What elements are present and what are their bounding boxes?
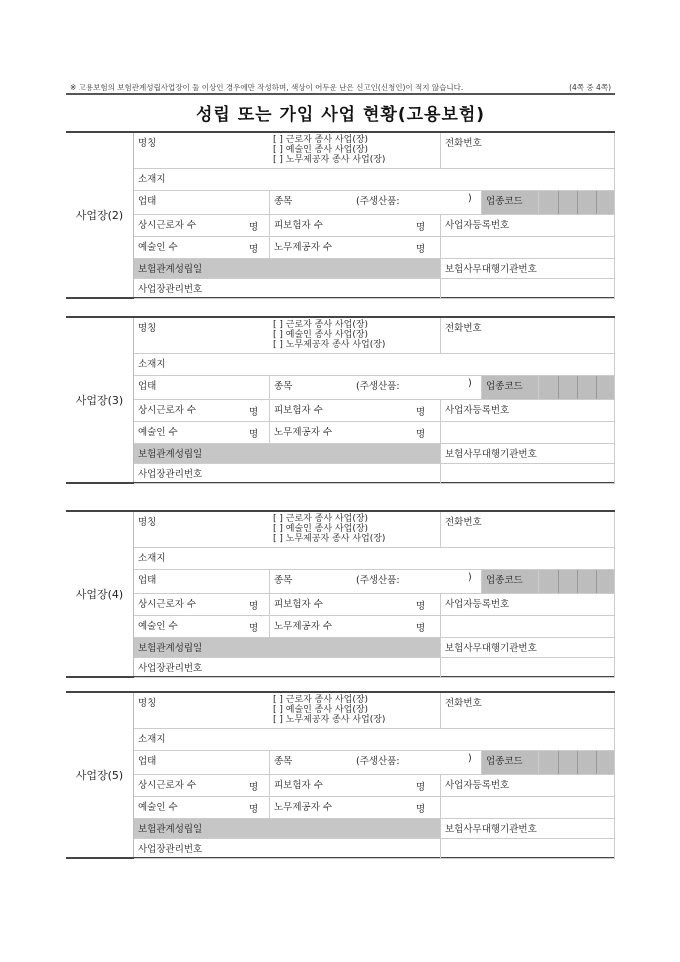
industry-code-divider [577,751,578,774]
industry-code-divider [558,751,559,774]
insured-count-field[interactable]: 피보험자 수 [270,215,441,237]
industry-code-divider [558,376,559,399]
unit-person-3: 명 [249,623,259,634]
unit-person-1: 명 [249,782,259,793]
biz-reg-no-value[interactable] [441,797,615,819]
labor-providers-field[interactable]: 노무제공자 수 [270,422,441,444]
est-date-field: 보험관계성립일 [134,259,441,279]
phone-field[interactable]: 전화번호 [441,133,615,169]
artists-field[interactable]: 예술인 수 [134,616,270,638]
biz-reg-no-field[interactable]: 사업자등록번호 [441,594,615,616]
unit-person-4: 명 [416,804,426,815]
main-product-label: (주생산품: [356,575,400,586]
unit-person-1: 명 [249,222,259,233]
business-kind-checkbox-3[interactable]: [ ] 노무제공자 종사 사업(장) [273,340,386,350]
business-kind-checkbox-1[interactable]: [ ] 근로자 종사 사업(장) [273,320,369,330]
agency-no-field[interactable]: 보험사무대행기관번호 [441,819,615,839]
unit-person-2: 명 [416,782,426,793]
regular-workers-field[interactable]: 상시근로자 수 [134,215,270,237]
industry-code-divider [577,570,578,593]
unit-person-2: 명 [416,407,426,418]
industry-code-divider [558,570,559,593]
name-field[interactable]: 명칭 [134,693,441,729]
business-kind-checkbox-2[interactable]: [ ] 예술인 종사 사업(장) [273,705,369,715]
business-kind-options [273,514,385,544]
unit-person-4: 명 [416,429,426,440]
main-product-close: ) [468,378,472,389]
workplace-section [66,131,615,299]
unit-person-4: 명 [416,244,426,255]
notice-text [70,82,615,93]
industry-code-boxes [539,570,615,594]
main-product-label: (주생산품: [356,381,400,392]
main-product-close: ) [468,572,472,583]
artists-field[interactable]: 예술인 수 [134,422,270,444]
name-field[interactable]: 명칭 [134,318,441,354]
biz-reg-no-value[interactable] [441,237,615,259]
address-field[interactable]: 소재지 [134,354,615,376]
item-field[interactable] [270,376,482,400]
business-type-field[interactable]: 업태 [134,376,270,400]
workplace-section [66,691,615,859]
address-field[interactable]: 소재지 [134,169,615,191]
insured-count-field[interactable]: 피보험자 수 [270,594,441,616]
workplace-section [66,510,615,678]
workplace-section [66,316,615,484]
name-field[interactable]: 명칭 [134,512,441,548]
business-kind-options [273,320,385,350]
unit-person-2: 명 [416,601,426,612]
business-kind-options [273,695,385,725]
labor-providers-field[interactable]: 노무제공자 수 [270,797,441,819]
agency-no-value[interactable] [441,464,615,484]
item-field[interactable] [270,751,482,775]
item-label: 종목 [274,575,293,586]
item-field[interactable] [270,191,482,215]
industry-code-label: 업종코드 [482,751,539,775]
business-type-field[interactable]: 업태 [134,191,270,215]
business-kind-options [273,135,385,165]
main-product-close: ) [468,193,472,204]
industry-code-divider [596,191,597,214]
mgmt-no-field[interactable]: 사업장관리번호 [134,279,441,299]
est-date-field: 보험관계성립일 [134,444,441,464]
biz-reg-no-value[interactable] [441,422,615,444]
industry-code-boxes [539,191,615,215]
notice-body: ※ 고용보험의 보험관계성립사업장이 둘 이상인 경우에만 작성하며, 색상이 어두운 난은 신고인(신청인)이 적지 않습니다. [70,83,464,92]
industry-code-divider [577,191,578,214]
business-kind-checkbox-3[interactable]: [ ] 노무제공자 종사 사업(장) [273,534,386,544]
business-kind-checkbox-2[interactable]: [ ] 예술인 종사 사업(장) [273,145,369,155]
labor-providers-field[interactable]: 노무제공자 수 [270,237,441,259]
mgmt-no-field[interactable]: 사업장관리번호 [134,658,441,678]
section-label: 사업장(3) [66,318,134,482]
biz-reg-no-value[interactable] [441,616,615,638]
section-label: 사업장(5) [66,693,134,857]
labor-providers-field[interactable]: 노무제공자 수 [270,616,441,638]
item-field[interactable] [270,570,482,594]
industry-code-boxes [539,751,615,775]
unit-person-1: 명 [249,407,259,418]
business-kind-checkbox-1[interactable]: [ ] 근로자 종사 사업(장) [273,514,369,524]
industry-code-divider [596,751,597,774]
biz-reg-no-field[interactable]: 사업자등록번호 [441,400,615,422]
item-label: 종목 [274,381,293,392]
phone-field[interactable]: 전화번호 [441,318,615,354]
artists-field[interactable]: 예술인 수 [134,237,270,259]
phone-field[interactable]: 전화번호 [441,512,615,548]
item-label: 종목 [274,756,293,767]
unit-person-3: 명 [249,244,259,255]
page-indicator: (4쪽 중 4쪽) [569,83,611,92]
business-type-field[interactable]: 업태 [134,570,270,594]
regular-workers-field[interactable]: 상시근로자 수 [134,775,270,797]
industry-code-divider [558,191,559,214]
est-date-field: 보험관계성립일 [134,638,441,658]
agency-no-field[interactable]: 보험사무대행기관번호 [441,444,615,464]
industry-code-boxes [539,376,615,400]
industry-code-label: 업종코드 [482,376,539,400]
page-title: 성립 또는 가입 사업 현황(고용보험) [195,105,486,125]
address-field[interactable]: 소재지 [134,729,615,751]
est-date-field: 보험관계성립일 [134,819,441,839]
agency-no-value[interactable] [441,279,615,299]
unit-person-4: 명 [416,623,426,634]
item-label: 종목 [274,196,293,207]
mgmt-no-field[interactable]: 사업장관리번호 [134,839,441,859]
business-kind-checkbox-3[interactable]: [ ] 노무제공자 종사 사업(장) [273,155,386,165]
artists-field[interactable]: 예술인 수 [134,797,270,819]
business-kind-checkbox-2[interactable]: [ ] 예술인 종사 사업(장) [273,524,369,534]
unit-person-3: 명 [249,429,259,440]
agency-no-field[interactable]: 보험사무대행기관번호 [441,638,615,658]
main-product-close: ) [468,753,472,764]
biz-reg-no-field[interactable]: 사업자등록번호 [441,775,615,797]
address-field[interactable]: 소재지 [134,548,615,570]
top-rule [66,93,615,95]
industry-code-divider [596,570,597,593]
business-type-field[interactable]: 업태 [134,751,270,775]
insured-count-field[interactable]: 피보험자 수 [270,775,441,797]
biz-reg-no-field[interactable]: 사업자등록번호 [441,215,615,237]
regular-workers-field[interactable]: 상시근로자 수 [134,400,270,422]
industry-code-divider [596,376,597,399]
regular-workers-field[interactable]: 상시근로자 수 [134,594,270,616]
agency-no-field[interactable]: 보험사무대행기관번호 [441,259,615,279]
main-product-label: (주생산품: [356,756,400,767]
unit-person-3: 명 [249,804,259,815]
agency-no-value[interactable] [441,658,615,678]
name-field[interactable]: 명칭 [134,133,441,169]
main-product-label: (주생산품: [356,196,400,207]
section-label: 사업장(4) [66,512,134,676]
unit-person-1: 명 [249,601,259,612]
mgmt-no-field[interactable]: 사업장관리번호 [134,464,441,484]
business-kind-checkbox-1[interactable]: [ ] 근로자 종사 사업(장) [273,695,369,705]
business-kind-checkbox-3[interactable]: [ ] 노무제공자 종사 사업(장) [273,715,386,725]
phone-field[interactable]: 전화번호 [441,693,615,729]
agency-no-value[interactable] [441,839,615,859]
business-kind-checkbox-2[interactable]: [ ] 예술인 종사 사업(장) [273,330,369,340]
section-label: 사업장(2) [66,133,134,297]
business-kind-checkbox-1[interactable]: [ ] 근로자 종사 사업(장) [273,135,369,145]
industry-code-label: 업종코드 [482,570,539,594]
industry-code-divider [577,376,578,399]
insured-count-field[interactable]: 피보험자 수 [270,400,441,422]
industry-code-label: 업종코드 [482,191,539,215]
unit-person-2: 명 [416,222,426,233]
